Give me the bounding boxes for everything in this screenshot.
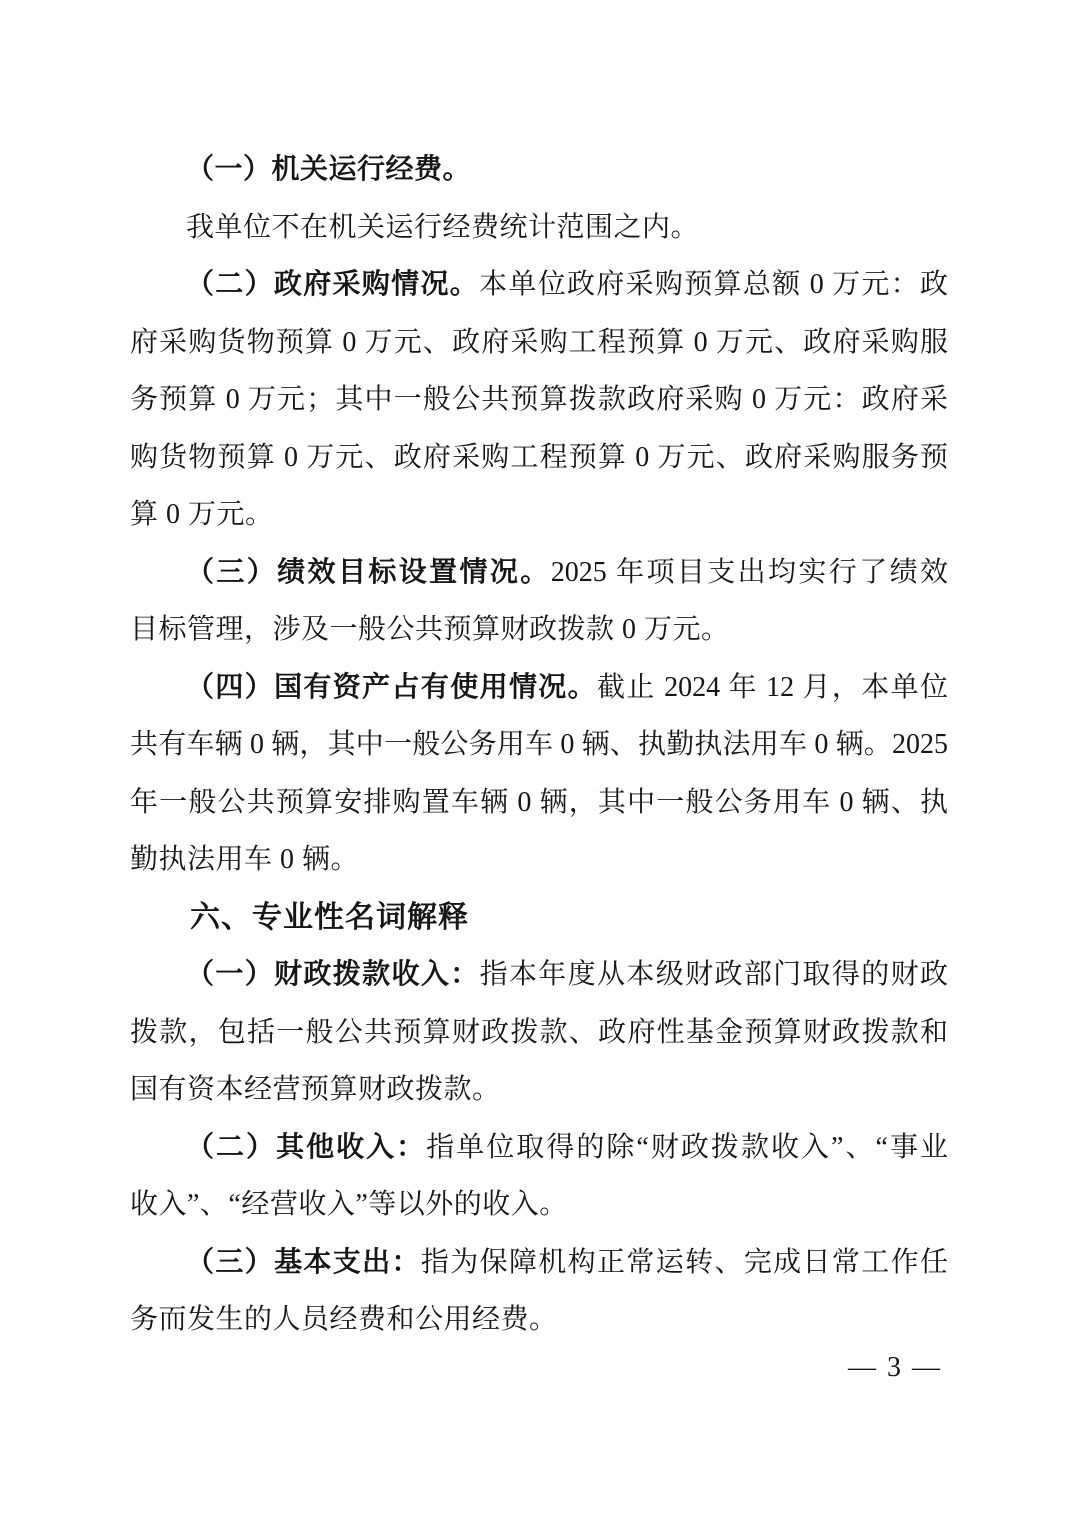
paragraph-text: 本单位政府采购预算总额 0 万元：政 [479, 269, 948, 300]
paragraph-lead: （二）其他收入： [186, 1131, 427, 1163]
body-line [130, 371, 948, 429]
paragraph-text: 我单位不在机关运行经费统计范围之内。 [186, 211, 700, 243]
definition-line [130, 1176, 948, 1234]
section-heading: 六、专业性名词解释 [190, 900, 469, 934]
paragraph-lead: （三）绩效目标设置情况。 [186, 556, 551, 588]
paragraph-text: 收入”、“经营收入”等以外的收入。 [130, 1189, 568, 1220]
paragraph-lead: （三）基本支出： [186, 1246, 421, 1278]
paragraph-text: 2025 年项目支出均实行了绩效 [550, 556, 948, 588]
paragraph-lead: （一）财政拨款收入： [186, 959, 480, 990]
definition-line [130, 1234, 948, 1292]
paragraph-text: 目标管理，涉及一般公共预算财政拨款 0 万元。 [130, 614, 730, 645]
definition-line [130, 946, 948, 1004]
paragraph-text: 拨款，包括一般公共预算财政拨款、政府性基金预算财政拨款和 [130, 1016, 948, 1048]
definition-line [130, 1061, 948, 1119]
paragraph-text: 算 0 万元。 [130, 499, 274, 530]
body-line [130, 141, 948, 199]
definition-line [130, 1119, 948, 1177]
body-line [130, 486, 948, 544]
body-line [130, 774, 948, 832]
paragraph-text: 指本年度从本级财政部门取得的财政 [479, 959, 948, 990]
body-line [130, 256, 948, 314]
paragraph-text: 务预算 0 万元；其中一般公共预算拨款政府采购 0 万元：政府采 [130, 384, 948, 415]
body-line [130, 544, 948, 602]
body-line [130, 314, 948, 372]
paragraph-lead: （一）机关运行经费。 [186, 154, 472, 185]
paragraph-text: 府采购货物预算 0 万元、政府采购工程预算 0 万元、政府采购服 [130, 326, 948, 358]
definition-line [130, 1004, 948, 1062]
body-line [130, 429, 948, 487]
body-line [130, 831, 948, 889]
paragraph-text: 年一般公共预算安排购置车辆 0 辆，其中一般公务用车 0 辆、执 [130, 786, 948, 818]
paragraph-lead: （四）国有资产占有使用情况。 [186, 671, 598, 703]
definition-line [130, 1291, 948, 1349]
paragraph-text: 共有车辆 0 辆，其中一般公务用车 0 辆、执勤执法用车 0 辆。2025 [130, 729, 948, 760]
page-number: — 3 — [848, 1352, 942, 1383]
paragraph-text: 购货物预算 0 万元、政府采购工程预算 0 万元、政府采购服务预 [130, 441, 948, 473]
body-line [130, 199, 948, 257]
paragraph-text: 国有资本经营预算财政拨款。 [130, 1074, 501, 1105]
body-line [130, 659, 948, 717]
paragraph-text: 勤执法用车 0 辆。 [130, 844, 360, 875]
paragraph-text: 务而发生的人员经费和公用经费。 [130, 1304, 558, 1335]
paragraph-text: 截止 2024 年 12 月，本单位 [597, 671, 948, 703]
paragraph-text: 指单位取得的除“财政拨款收入”、“事业 [426, 1131, 948, 1163]
paragraph-lead: （二）政府采购情况。 [186, 269, 480, 300]
body-line [130, 716, 948, 774]
body-line [130, 601, 948, 659]
paragraph-text: 指为保障机构正常运转、完成日常工作任 [420, 1246, 948, 1278]
